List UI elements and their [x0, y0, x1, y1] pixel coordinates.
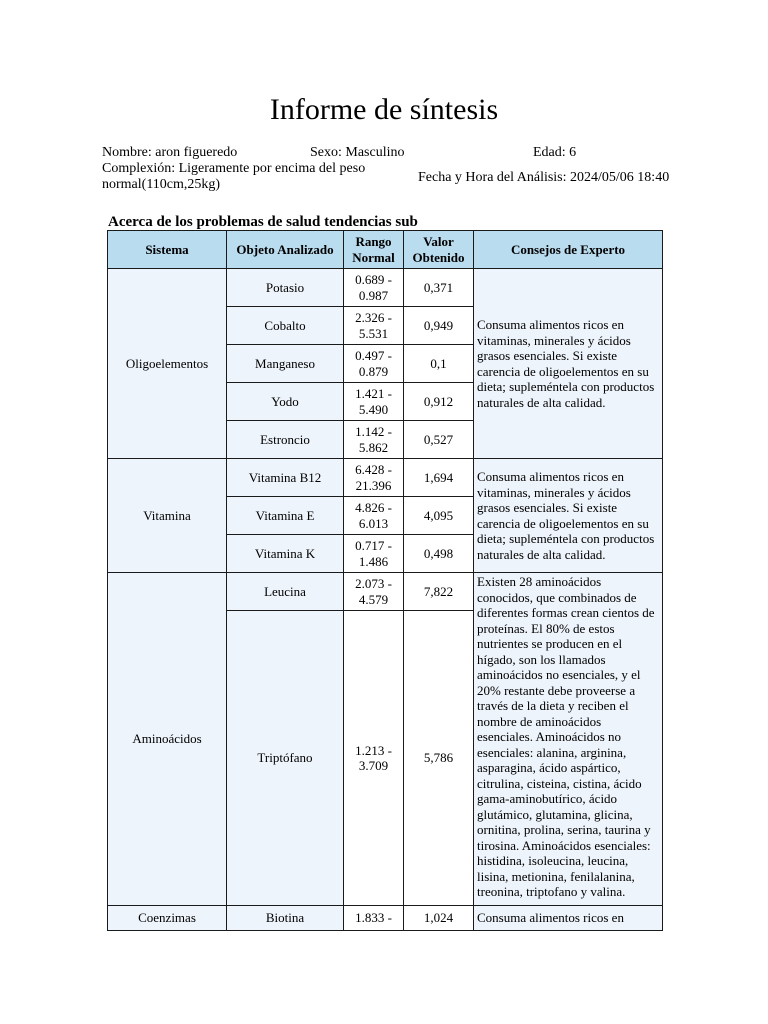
- patient-sex: Sexo: Masculino: [310, 145, 405, 160]
- advice-cell: Existen 28 aminoácidos conocidos, que combinados de diferentes formas crean cientos de proteínas. El 80% de estos nutrientes se producen en el hígado, son los llamados aminoácidos no esenciales, y el 20% restante debe proveerse a través de la dieta y reciben el nombre de aminoácidos esenciales. Aminoácidos no esenciales: alanina, arginina, asparagina, ácido aspártico, citrulina, cisteina, cistina, ácido gama-aminobutírico, ácido glutámico, glutamina, glicina, ornitina, prolina, serina, taurina y tirosina. Aminoácidos esenciales: histidina, isoleucina, leucina, lisina, metionina, fenilalanina, treonina, triptofano y valina.: [474, 573, 663, 906]
- table-row: [108, 573, 663, 611]
- results-table: [107, 230, 663, 931]
- table-row: [108, 459, 663, 497]
- range-cell: 6.428 - 21.396: [344, 459, 404, 497]
- object-cell: Vitamina K: [227, 535, 344, 573]
- value-cell: 0,371: [404, 269, 474, 307]
- table-header-row: [108, 231, 663, 269]
- value-cell: 1,694: [404, 459, 474, 497]
- range-cell: 2.073 - 4.579: [344, 573, 404, 611]
- value-cell: 0,912: [404, 383, 474, 421]
- object-cell: Estroncio: [227, 421, 344, 459]
- range-cell: 2.326 - 5.531: [344, 307, 404, 345]
- system-cell: Aminoácidos: [108, 573, 227, 906]
- section-title: Acerca de los problemas de salud tendencias sub: [108, 214, 418, 230]
- header-consejos: Consejos de Experto: [474, 231, 663, 269]
- advice-cell: Consuma alimentos ricos en vitaminas, minerales y ácidos grasos esenciales. Si existe carencia de oligoelementos en su dieta; supleméntela con productos naturales de alta calidad.: [474, 459, 663, 573]
- value-cell: 4,095: [404, 497, 474, 535]
- range-cell: 1.421 - 5.490: [344, 383, 404, 421]
- report-title: Informe de síntesis: [269, 93, 499, 126]
- value-cell: 0,1: [404, 345, 474, 383]
- object-cell: Yodo: [227, 383, 344, 421]
- range-cell: 1.213 - 3.709: [344, 611, 404, 906]
- range-cell: 1.142 - 5.862: [344, 421, 404, 459]
- patient-name: Nombre: aron figueredo: [102, 145, 238, 160]
- system-cell: Oligoelementos: [108, 269, 227, 459]
- header-rango: Rango Normal: [344, 231, 404, 269]
- object-cell: Vitamina E: [227, 497, 344, 535]
- value-cell: 0,498: [404, 535, 474, 573]
- value-cell: 1,024: [404, 906, 474, 931]
- value-cell: 7,822: [404, 573, 474, 611]
- value-cell: 5,786: [404, 611, 474, 906]
- patient-complexion: Complexión: Ligeramente por encima del peso normal(110cm,25kg): [102, 161, 366, 192]
- value-cell: 0,527: [404, 421, 474, 459]
- object-cell: Cobalto: [227, 307, 344, 345]
- range-cell: 0.689 - 0.987: [344, 269, 404, 307]
- table-row: [108, 906, 663, 931]
- range-cell: 4.826 - 6.013: [344, 497, 404, 535]
- value-cell: 0,949: [404, 307, 474, 345]
- object-cell: Biotina: [227, 906, 344, 931]
- header-valor: Valor Obtenido: [404, 231, 474, 269]
- table-row: [108, 269, 663, 307]
- header-objeto: Objeto Analizado: [227, 231, 344, 269]
- object-cell: Potasio: [227, 269, 344, 307]
- range-cell: 0.497 - 0.879: [344, 345, 404, 383]
- object-cell: Triptófano: [227, 611, 344, 906]
- range-cell: 1.833 -: [344, 906, 404, 931]
- header-sistema: Sistema: [108, 231, 227, 269]
- system-cell: Vitamina: [108, 459, 227, 573]
- patient-age: Edad: 6: [533, 145, 577, 160]
- analysis-datetime: Fecha y Hora del Análisis: 2024/05/06 18:40: [418, 170, 670, 185]
- advice-cell: Consuma alimentos ricos en: [474, 906, 663, 931]
- range-cell: 0.717 - 1.486: [344, 535, 404, 573]
- system-cell: Coenzimas: [108, 906, 227, 931]
- advice-cell: Consuma alimentos ricos en vitaminas, minerales y ácidos grasos esenciales. Si existe carencia de oligoelementos en su dieta; supleméntela con productos naturales de alta calidad.: [474, 269, 663, 459]
- object-cell: Leucina: [227, 573, 344, 611]
- object-cell: Vitamina B12: [227, 459, 344, 497]
- object-cell: Manganeso: [227, 345, 344, 383]
